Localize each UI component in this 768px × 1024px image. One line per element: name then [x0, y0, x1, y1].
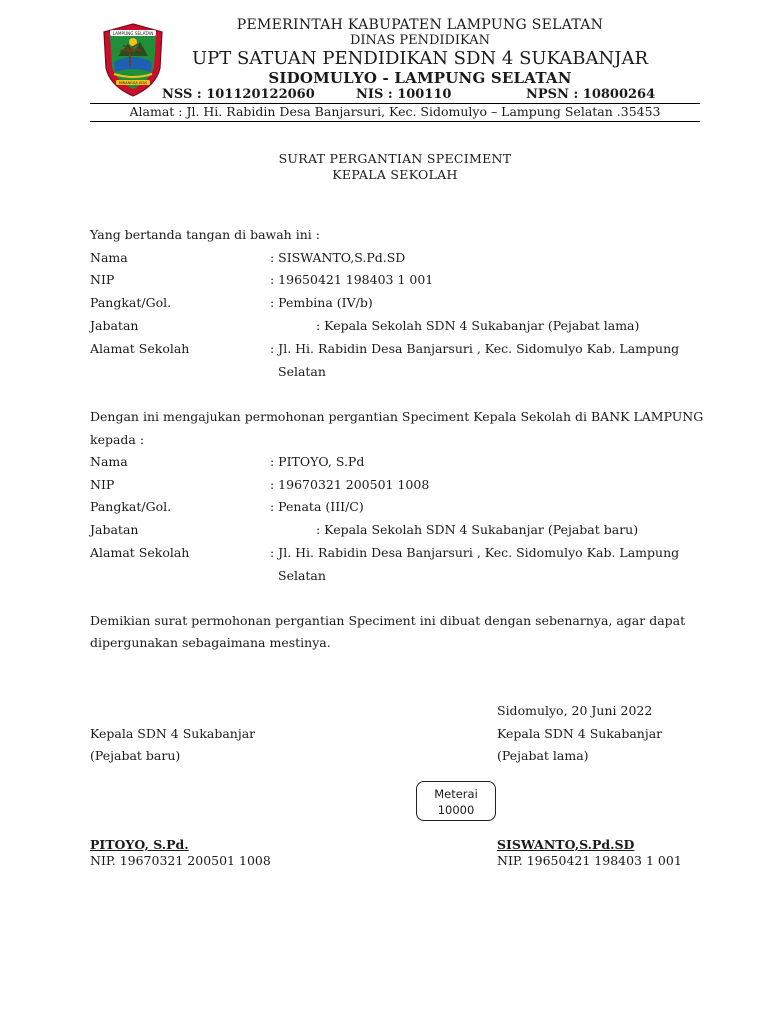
left-signatory-position: Kepala SDN 4 Sukabanjar [90, 726, 256, 741]
regency-logo [100, 22, 166, 98]
old-name-label: Nama [90, 250, 128, 265]
old-rank-label: Pangkat/Gol. [90, 295, 172, 310]
letter-title: SURAT PERGANTIAN SPECIMENT [278, 151, 512, 166]
request-text-line1: Dengan ini mengajukan permohonan pergantian Speciment Kepala Sekolah di BANK LAMPUNG [90, 409, 704, 424]
meterai-stamp-box [416, 781, 496, 821]
letterhead-location: SIDOMULYO - LAMPUNG SELATAN [268, 69, 572, 87]
old-address-continuation: Selatan [278, 364, 326, 379]
logo-top-text: LAMPUNG SELATAN [112, 30, 154, 36]
new-name-label: Nama [90, 454, 128, 469]
old-nip-label: NIP [90, 272, 115, 287]
meterai-label: Meterai [434, 787, 478, 801]
closing-text-line2: dipergunakan sebagaimana mestinya. [90, 635, 331, 650]
left-signatory-note: (Pejabat baru) [90, 748, 181, 763]
logo-bottom-text: MINANGGA ATAS [118, 81, 148, 85]
letterhead-government: PEMERINTAH KABUPATEN LAMPUNG SELATAN [236, 17, 604, 33]
left-signatory-nip: NIP. 19670321 200501 1008 [90, 853, 271, 868]
letterhead-nss: NSS : 101120122060 [162, 87, 315, 102]
new-position-label: Jabatan [90, 522, 139, 537]
old-name-value: : SISWANTO,S.Pd.SD [270, 250, 406, 265]
place-date: Sidomulyo, 20 Juni 2022 [497, 703, 653, 718]
old-position-value: : Kepala Sekolah SDN 4 Sukabanjar (Pejabat lama) [316, 318, 640, 333]
new-position-value: : Kepala Sekolah SDN 4 Sukabanjar (Pejabat baru) [316, 522, 639, 537]
left-signatory-name: PITOYO, S.Pd. [90, 837, 189, 852]
request-text-line2: kepada : [90, 432, 145, 447]
closing-text-line1: Demikian surat permohonan pergantian Speciment ini dibuat dengan sebenarnya, agar dapat [90, 613, 686, 628]
old-address-value: : Jl. Hi. Rabidin Desa Banjarsuri , Kec. Sidomulyo Kab. Lampung [270, 341, 680, 356]
new-nip-value: : 19670321 200501 1008 [270, 477, 430, 492]
letter-subtitle: KEPALA SEKOLAH [332, 167, 458, 182]
letterhead-department: DINAS PENDIDIKAN [349, 33, 491, 48]
old-position-label: Jabatan [90, 318, 139, 333]
right-signatory-nip: NIP. 19650421 198403 1 001 [497, 853, 682, 868]
meterai-value: 10000 [437, 803, 475, 817]
intro-text: Yang bertanda tangan di bawah ini : [90, 227, 320, 242]
old-rank-value: : Pembina (IV/b) [270, 295, 373, 310]
old-address-label: Alamat Sekolah [90, 341, 190, 356]
letterhead-npsn: NPSN : 10800264 [526, 87, 656, 102]
new-address-label: Alamat Sekolah [90, 545, 190, 560]
old-nip-value: : 19650421 198403 1 001 [270, 272, 434, 287]
new-address-value: : Jl. Hi. Rabidin Desa Banjarsuri , Kec. Sidomulyo Kab. Lampung [270, 545, 680, 560]
new-rank-label: Pangkat/Gol. [90, 499, 172, 514]
new-address-continuation: Selatan [278, 568, 326, 583]
right-signatory-name: SISWANTO,S.Pd.SD [497, 837, 635, 852]
new-name-value: : PITOYO, S.Pd [270, 454, 365, 469]
new-rank-value: : Penata (III/C) [270, 499, 364, 514]
right-signatory-position: Kepala SDN 4 Sukabanjar [497, 726, 663, 741]
letterhead-divider-bottom [90, 121, 700, 122]
new-nip-label: NIP [90, 477, 115, 492]
letterhead-address: Alamat : Jl. Hi. Rabidin Desa Banjarsuri, Kec. Sidomulyo – Lampung Selatan .35453 [129, 104, 661, 119]
letterhead-nis: NIS : 100110 [356, 87, 452, 102]
right-signatory-note: (Pejabat lama) [497, 748, 589, 763]
letterhead-school-name: UPT SATUAN PENDIDIKAN SDN 4 SUKABANJAR [191, 48, 649, 69]
